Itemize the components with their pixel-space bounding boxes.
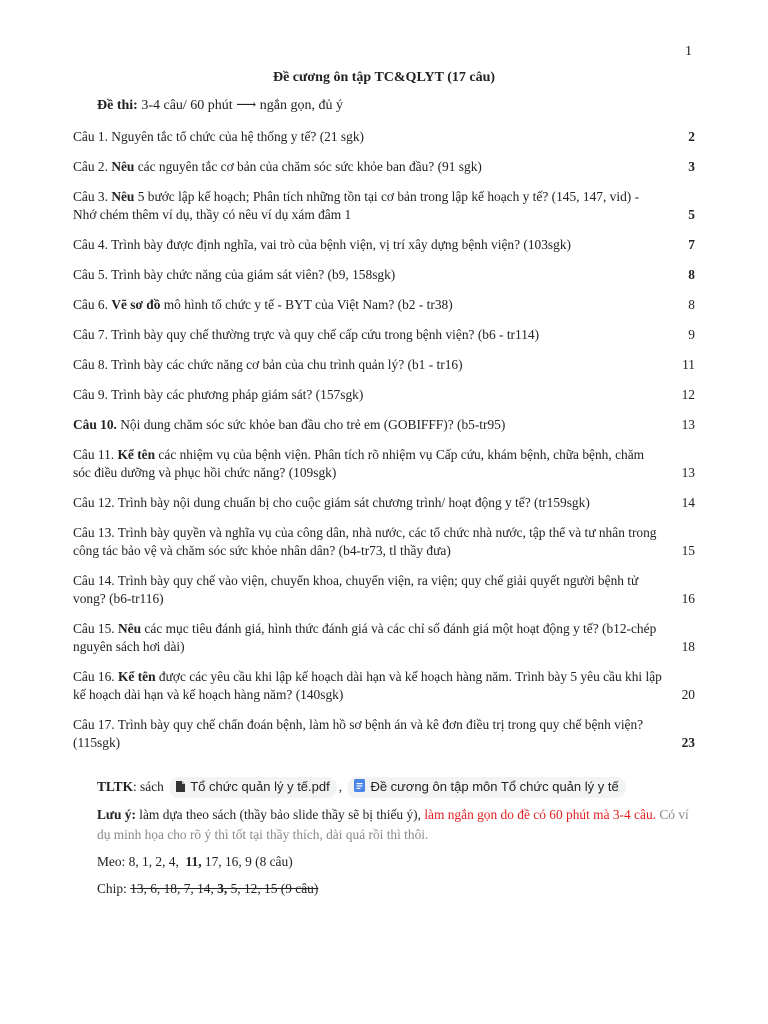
question-text: Câu 4. Trình bày được định nghĩa, vai trò của bệnh viện, vị trí xây dựng bệnh viện? (103sgk) — [73, 237, 571, 252]
question-item — [73, 494, 695, 512]
google-docs-icon — [354, 778, 365, 798]
chip-line: Chip: 13, 6, 18, 7, 14, 3, 5, 12, 15 (9 câu) — [97, 880, 319, 896]
question-item — [73, 188, 695, 224]
question-text: Câu 5. Trình bày chức năng của giám sát viên? (b9, 158sgk) — [73, 267, 396, 282]
question-text: Câu 8. Trình bày các chức năng cơ bản của chu trình quản lý? (b1 - tr16) — [73, 357, 463, 372]
question-page-number: 15 — [681, 543, 695, 558]
question-page-number: 7 — [688, 237, 695, 252]
note-red-text: làm ngắn gọn do đề có 60 phút mà 3-4 câu. — [424, 806, 656, 822]
question-page-number: 13 — [681, 417, 695, 432]
question-text: Câu 16. Kể tên được các yêu cầu khi lập kế hoạch dài hạn và kế hoạch hàng năm. Trình bày 5 yêu cầu khi lập kế hoạch dài hạn và kế hoạch hàng năm? (140sgk) — [73, 669, 662, 702]
question-text: Câu 9. Trình bày các phương pháp giám sát? (157sgk) — [73, 387, 364, 402]
note-grey-text: Có ví dụ minh họa cho rõ ý thì tốt tại thầy thích, dài quá rồi thì thôi. — [97, 806, 689, 842]
question-text: Câu 7. Trình bày quy chế thường trực và quy chế cấp cứu trong bệnh viện? (b6 - tr114) — [73, 327, 540, 342]
question-page-number: 12 — [681, 387, 695, 402]
google-doc-chip[interactable]: Đề cương ôn tập môn Tổ chức quản lý y tế — [347, 777, 625, 798]
question-page-number: 5 — [688, 207, 695, 222]
references-label: TLTK — [97, 779, 133, 794]
exam-label: Đề thi: — [97, 98, 138, 113]
question-item — [73, 296, 695, 314]
question-page-number: 18 — [681, 639, 695, 654]
exam-info — [97, 97, 343, 114]
question-item — [73, 236, 695, 254]
note-label: Lưu ý: — [97, 806, 136, 822]
footer-notes — [97, 777, 697, 906]
question-page-number: 20 — [681, 687, 695, 702]
question-page-number: 8 — [688, 297, 695, 312]
question-item — [73, 128, 695, 146]
question-page-number: 13 — [681, 465, 695, 480]
question-item — [73, 158, 695, 176]
note-paragraph: Lưu ý: làm dựa theo sách (thầy bảo slide thầy sẽ bị thiếu ý), làm ngắn gọn do đề có 60 phút mà 3-4 câu. Có ví dụ minh họa cho rõ ý thì tốt tại thầy thích, dài quá rồi thì thôi. — [97, 806, 689, 842]
question-item — [73, 416, 695, 434]
question-item — [73, 620, 695, 656]
question-item — [73, 524, 695, 560]
question-text: Câu 6. Vẽ sơ đồ mô hình tổ chức y tế - BYT của Việt Nam? (b2 - tr38) — [73, 297, 453, 312]
page-number: 1 — [685, 44, 692, 59]
question-item — [73, 572, 695, 608]
question-text: Câu 12. Trình bày nội dung chuẩn bị cho cuộc giám sát chương trình/ hoạt động y tế? (tr159sgk) — [73, 495, 590, 510]
question-list — [73, 128, 695, 764]
question-item — [73, 356, 695, 374]
question-page-number: 11 — [682, 357, 695, 372]
chip-line-struck: 13, 6, 18, 7, 14, 3, 5, 12, 15 (9 câu) — [130, 880, 319, 896]
question-text: Câu 11. Kể tên các nhiệm vụ của bệnh viện. Phân tích rõ nhiệm vụ Cấp cứu, khám bệnh, chữa bệnh, chăm sóc điều dưỡng và phục hồi chức năng? (109sgk) — [73, 447, 645, 480]
question-item — [73, 446, 695, 482]
question-page-number: 2 — [688, 129, 695, 144]
question-item — [73, 266, 695, 284]
question-text: Câu 17. Trình bày quy chế chẩn đoán bệnh, làm hồ sơ bệnh án và kê đơn điều trị trong quy chế bệnh viện? (115sgk) — [73, 717, 644, 750]
meo-line: Meo: 8, 1, 2, 4, 11, 17, 16, 9 (8 câu) — [97, 853, 293, 869]
question-page-number: 16 — [681, 591, 695, 606]
question-item — [73, 386, 695, 404]
question-page-number: 14 — [681, 495, 695, 510]
question-item — [73, 326, 695, 344]
question-text: Câu 15. Nêu các mục tiêu đánh giá, hình thức đánh giá và các chỉ số đánh giá một hoạt động y tế? (b12-chép nguyên sách hơi dài) — [73, 621, 657, 654]
file-icon — [176, 778, 185, 798]
question-item — [73, 668, 695, 704]
question-text: Câu 10. Nội dung chăm sóc sức khỏe ban đầu cho trẻ em (GOBIFFF)? (b5-tr95) — [73, 417, 506, 432]
question-text: Câu 13. Trình bày quyền và nghĩa vụ của công dân, nhà nước, các tổ chức nhà nước, tập thể và tư nhân trong công tác bảo vệ và chăm sóc sức khỏe nhân dân? (b4-tr73, tl thầy đưa) — [73, 525, 657, 558]
page-title: Đề cương ôn tập TC&QLYT (17 câu) — [272, 70, 496, 85]
question-page-number: 9 — [688, 327, 695, 342]
question-text: Câu 1. Nguyên tắc tổ chức của hệ thống y tế? (21 sgk) — [73, 129, 364, 144]
exam-text: 3-4 câu/ 60 phút ⟶ ngắn gọn, đủ ý — [137, 98, 343, 113]
question-page-number: 23 — [681, 735, 695, 750]
question-page-number: 3 — [688, 159, 695, 174]
question-text: Câu 14. Trình bày quy chế vào viện, chuyển khoa, chuyển viện, ra viện; quy chế giải quyết người bệnh tử vong? (b6-tr116) — [73, 573, 639, 606]
pdf-file-chip[interactable]: Tổ chức quản lý y tế.pdf — [169, 777, 337, 798]
question-item — [73, 716, 695, 752]
references-line: TLTK: sách Tổ chức quản lý y tế.pdf , Đề cương ôn tập môn Tổ chức quản lý y tế — [97, 777, 697, 798]
question-text: Câu 2. Nêu các nguyên tắc cơ bản của chăm sóc sức khỏe ban đầu? (91 sgk) — [73, 159, 482, 174]
question-page-number: 8 — [688, 267, 695, 282]
question-text: Câu 3. Nêu 5 bước lập kế hoạch; Phân tích những tồn tại cơ bản trong lập kế hoạch y tế? (145, 147, vid) - Nhớ chém thêm ví dụ, thầy có nêu ví dụ xám đâm 1 — [73, 189, 640, 222]
